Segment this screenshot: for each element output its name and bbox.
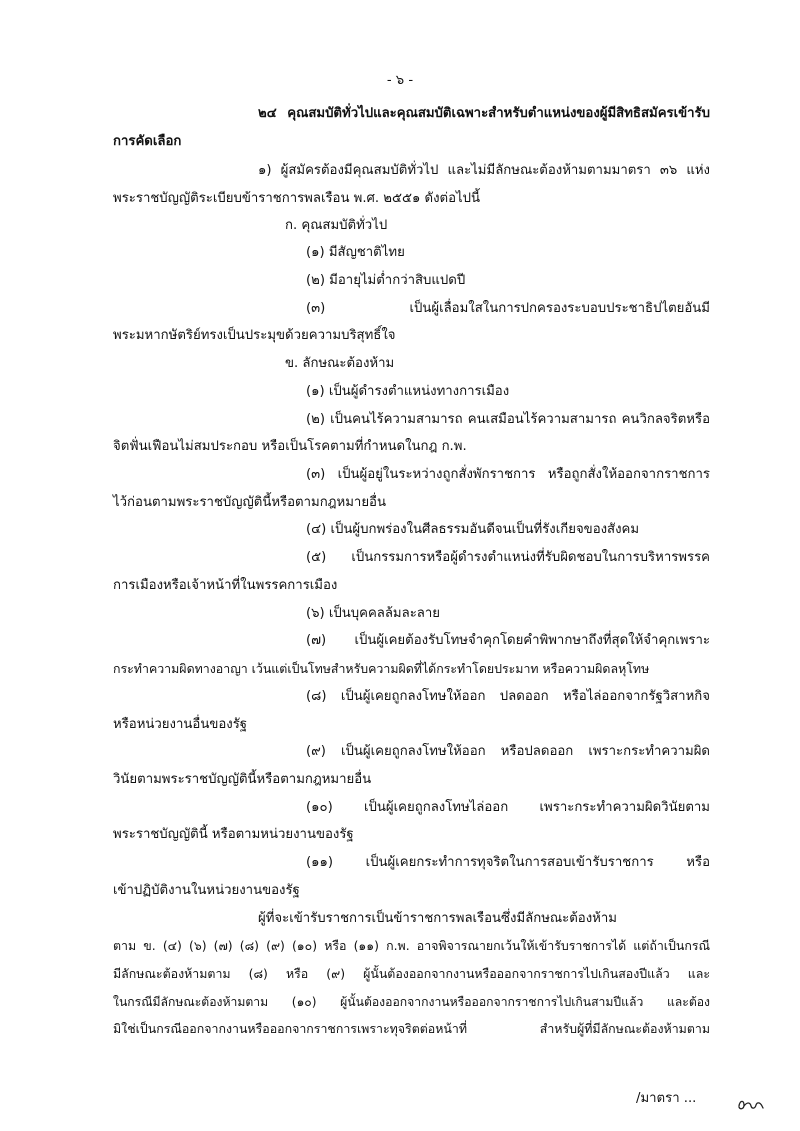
continuation-marker: /มาตรา ... [636, 1091, 697, 1106]
paragraph-line: พระราชบัญญัติระเบียบข้าราชการพลเรือน พ.ศ. ๒๕๕๑ ดังต่อไปนี้ [113, 191, 481, 206]
list-item: (๗) เป็นผู้เคยต้องรับโทษจำคุกโดยคำพิพากษาถึงที่สุดให้จำคุกเพราะ [306, 633, 710, 648]
list-heading: ข. ลักษณะต้องห้าม [285, 356, 395, 371]
initials-signature [736, 1094, 766, 1114]
paragraph-line: การเมืองหรือเจ้าหน้าที่ในพรรคการเมือง [113, 578, 338, 593]
list-item: (๔) เป็นผู้บกพร่องในศีลธรรมอันดีจนเป็นที่รังเกียจของสังคม [306, 522, 640, 537]
page-number: - ๖ - [386, 73, 414, 88]
list-item: (๑) มีสัญชาติไทย [306, 245, 405, 260]
paragraph-line: ตาม ข. (๔) (๖) (๗) (๘) (๙) (๑๐) หรือ (๑๑) ก.พ. อาจพิจารณายกเว้นให้เข้ารับราชการได้ แต่ถ้าเป็นกรณี [113, 938, 710, 953]
paragraph-line: กระทำความผิดทางอาญา เว้นแต่เป็นโทษสำหรับความผิดที่ได้กระทำโดยประมาท หรือความผิดลหุโทษ [113, 661, 650, 676]
list-item: (๑๐) เป็นผู้เคยถูกลงโทษไล่ออก เพราะกระทำความผิดวินัยตาม [306, 800, 710, 815]
list-item: (๑๑) เป็นผู้เคยกระทำการทุจริตในการสอบเข้ารับราชการ หรือ [306, 855, 710, 870]
list-item: (๕) เป็นกรรมการหรือผู้ดำรงตำแหน่งที่รับผิดชอบในการบริหารพรรค [306, 550, 710, 565]
list-item: (๒) เป็นคนไร้ความสามารถ คนเสมือนไร้ความสามารถ คนวิกลจริตหรือ [306, 412, 710, 427]
list-item: (๒) มีอายุไม่ต่ำกว่าสิบแปดปี [306, 273, 466, 288]
list-item: (๘) เป็นผู้เคยถูกลงโทษให้ออก ปลดออก หรือไล่ออกจากรัฐวิสาหกิจ [306, 689, 710, 704]
paragraph-line: จิตฟั่นเฟือนไม่สมประกอบ หรือเป็นโรคตามที่กำหนดในกฎ ก.พ. [113, 439, 467, 454]
section-heading-line-2: การคัดเลือก [113, 134, 182, 149]
paragraph-line: พระมหากษัตริย์ทรงเป็นประมุขด้วยความบริสุทธิ์ใจ [113, 328, 396, 343]
list-item: (๓) เป็นผู้อยู่ในระหว่างถูกสั่งพักราชการ หรือถูกสั่งให้ออกจากราชการ [306, 467, 710, 482]
list-item: (๙) เป็นผู้เคยถูกลงโทษให้ออก หรือปลดออก เพราะกระทำความผิด [306, 744, 710, 759]
paragraph-line: มีลักษณะต้องห้ามตาม (๘) หรือ (๙) ผู้นั้นต้องออกจากงานหรือออกจากราชการไปเกินสองปีแล้ว และ [113, 966, 710, 981]
paragraph-line: ไว้ก่อนตามพระราชบัญญัตินี้หรือตามกฎหมายอื่น [113, 495, 386, 510]
list-item: (๓) เป็นผู้เลื่อมใสในการปกครองระบอบประชาธิปไตยอันมี [306, 301, 710, 316]
paragraph-line: มิใช่เป็นกรณีออกจากงานหรือออกจากราชการเพราะทุจริตต่อหน้าที่ สำหรับผู้ที่มีลักษณะต้องห้ามตาม [113, 1021, 710, 1036]
list-item: (๖) เป็นบุคคลล้มละลาย [306, 606, 440, 621]
paragraph-line: หรือหน่วยงานอื่นของรัฐ [113, 717, 248, 732]
list-heading: ก. คุณสมบัติทั่วไป [285, 218, 388, 233]
list-item: (๑) เป็นผู้ดำรงตำแหน่งทางการเมือง [306, 384, 510, 399]
section-heading-line-1: ๒๔ คุณสมบัติทั่วไปและคุณสมบัติเฉพาะสำหรับตำแหน่งของผู้มีสิทธิสมัครเข้ารับ [258, 106, 710, 121]
paragraph-line: ๑) ผู้สมัครต้องมีคุณสมบัติทั่วไป และไม่มีลักษณะต้องห้ามตามมาตรา ๓๖ แห่ง [258, 163, 710, 178]
paragraph-line: เข้าปฏิบัติงานในหน่วยงานของรัฐ [113, 883, 300, 898]
paragraph-line: ในกรณีมีลักษณะต้องห้ามตาม (๑๐) ผู้นั้นต้องออกจากงานหรือออกจากราชการไปเกินสามปีแล้ว และต้อง [113, 995, 710, 1009]
paragraph-line: วินัยตามพระราชบัญญัตินี้หรือตามกฎหมายอื่น [113, 772, 372, 787]
paragraph-line: ผู้ที่จะเข้ารับราชการเป็นข้าราชการพลเรือนซึ่งมีลักษณะต้องห้าม [258, 911, 617, 926]
paragraph-line: พระราชบัญญัตินี้ หรือตามหน่วยงานของรัฐ [113, 827, 354, 842]
